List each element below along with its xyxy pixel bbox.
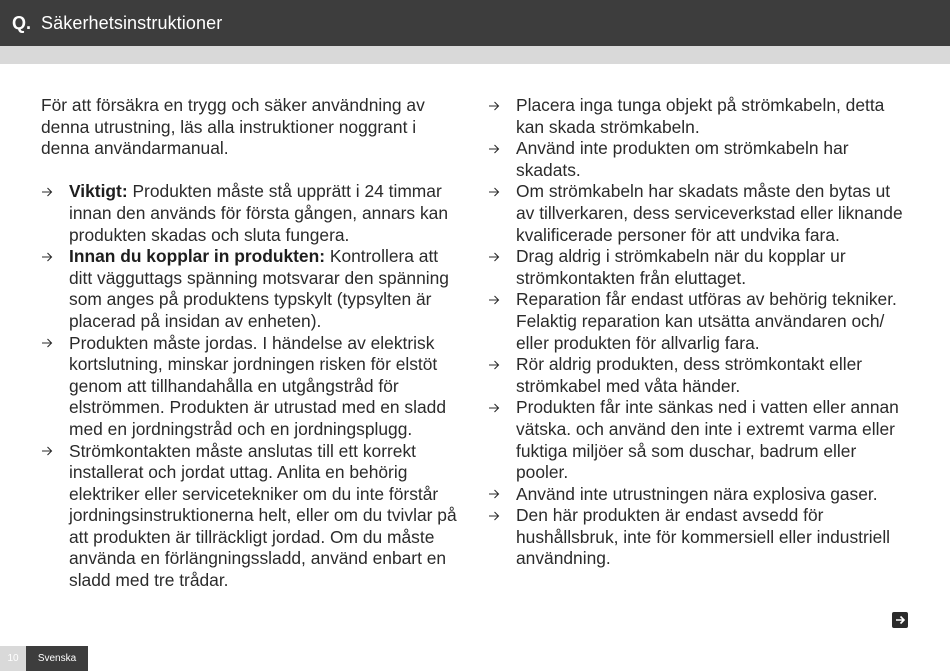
header-band [0,46,950,64]
page-header [0,0,950,46]
list-item [488,138,913,181]
list-item [488,95,913,138]
item-text: Placera inga tunga objekt på strömkabeln, detta kan skada strömkabeln. [516,95,885,137]
arrow-right-icon [488,505,508,527]
list-item [41,181,466,246]
item-text: Reparation får endast utföras av behörig tekniker. Felaktig reparation kan utsätta användaren och/ eller produkten för allvarlig fara. [516,289,897,353]
arrow-right-icon [41,441,61,463]
item-text: Den här produkten är endast avsedd för hushållsbruk, inte för kommersiell eller industriell användning. [516,505,891,569]
next-page-icon [892,612,908,628]
arrow-right-icon [41,333,61,355]
right-column [488,95,913,570]
arrow-right-icon [488,138,508,160]
list-item [488,246,913,289]
item-text: Drag aldrig i strömkabeln när du kopplar ur strömkontakten från eluttaget. [516,246,846,288]
item-text: Om strömkabeln har skadats måste den bytas ut av tillverkaren, dess serviceverkstad eller liknande kvalificerade personer för att undvika fara. [516,181,903,245]
item-text: Använd inte produkten om strömkabeln har skadats. [516,138,849,180]
item-text: Produkten måste stå upprätt i 24 timmar innan den används för första gången, annars kan produkten skadas och sluta fungera. [69,181,449,245]
arrow-right-icon [41,181,61,203]
list-item [488,484,913,506]
list-item [488,505,913,570]
left-instruction-list [41,181,466,591]
arrow-right-icon [488,354,508,376]
item-text: Använd inte utrustningen nära explosiva gaser. [516,483,878,504]
arrow-right-icon [41,246,61,268]
list-item [41,441,466,592]
page-title: Säkerhetsinstruktioner [41,12,223,33]
arrow-right-icon [488,397,508,419]
list-item [488,354,913,397]
section-marker: Q. [12,12,32,33]
language-label: Svenska [26,646,88,671]
item-bold-label: Innan du kopplar in produkten: [69,246,326,267]
list-item [41,246,466,332]
list-item [41,333,466,441]
page-number: 10 [0,646,26,671]
intro-paragraph: För att försäkra en trygg och säker användning av denna utrustning, läs alla instruktioner noggrant i denna användarmanual. [41,95,425,159]
arrow-right-icon [488,246,508,268]
item-text: Kontrollera att ditt vägguttags spänning motsvarar den spänning som anges på produktens typskylt (typsylten är placerad på insidan av enheten). [69,246,449,331]
left-column [41,95,466,592]
item-text: Strömkontakten måste anslutas till ett korrekt installerat och jordat uttag. Anlita en behörig elektriker eller servicetekniker om du inte förstår jordningsinstruktionerna helt, eller om du tvivlar på att produkten är tillräckligt jordad. Om du måste använda en förlängningssladd, använd enbart en sladd med tre trådar. [69,440,457,591]
arrow-right-icon [488,181,508,203]
item-text: Produkten får inte sänkas ned i vatten eller annan vätska. och använd den inte i extremt varma eller fuktiga miljöer så som duschar, badrum eller pooler. [516,397,899,483]
list-item [488,289,913,354]
list-item [488,397,913,483]
arrow-right-icon [488,289,508,311]
item-bold-label: Viktigt: [69,181,128,202]
arrow-right-icon [488,484,508,506]
list-item [488,181,913,246]
right-instruction-list [488,95,913,570]
arrow-right-icon [488,95,508,117]
item-text: Rör aldrig produkten, dess strömkontakt eller strömkabel med våta händer. [516,354,863,396]
item-text: Produkten måste jordas. I händelse av elektrisk kortslutning, minskar jordningen risken för elstöt genom att tillhandahålla en utgångstråd för elströmmen. Produkten är utrustad med en sladd med en jordningstråd och en jordningsplugg. [69,332,446,439]
